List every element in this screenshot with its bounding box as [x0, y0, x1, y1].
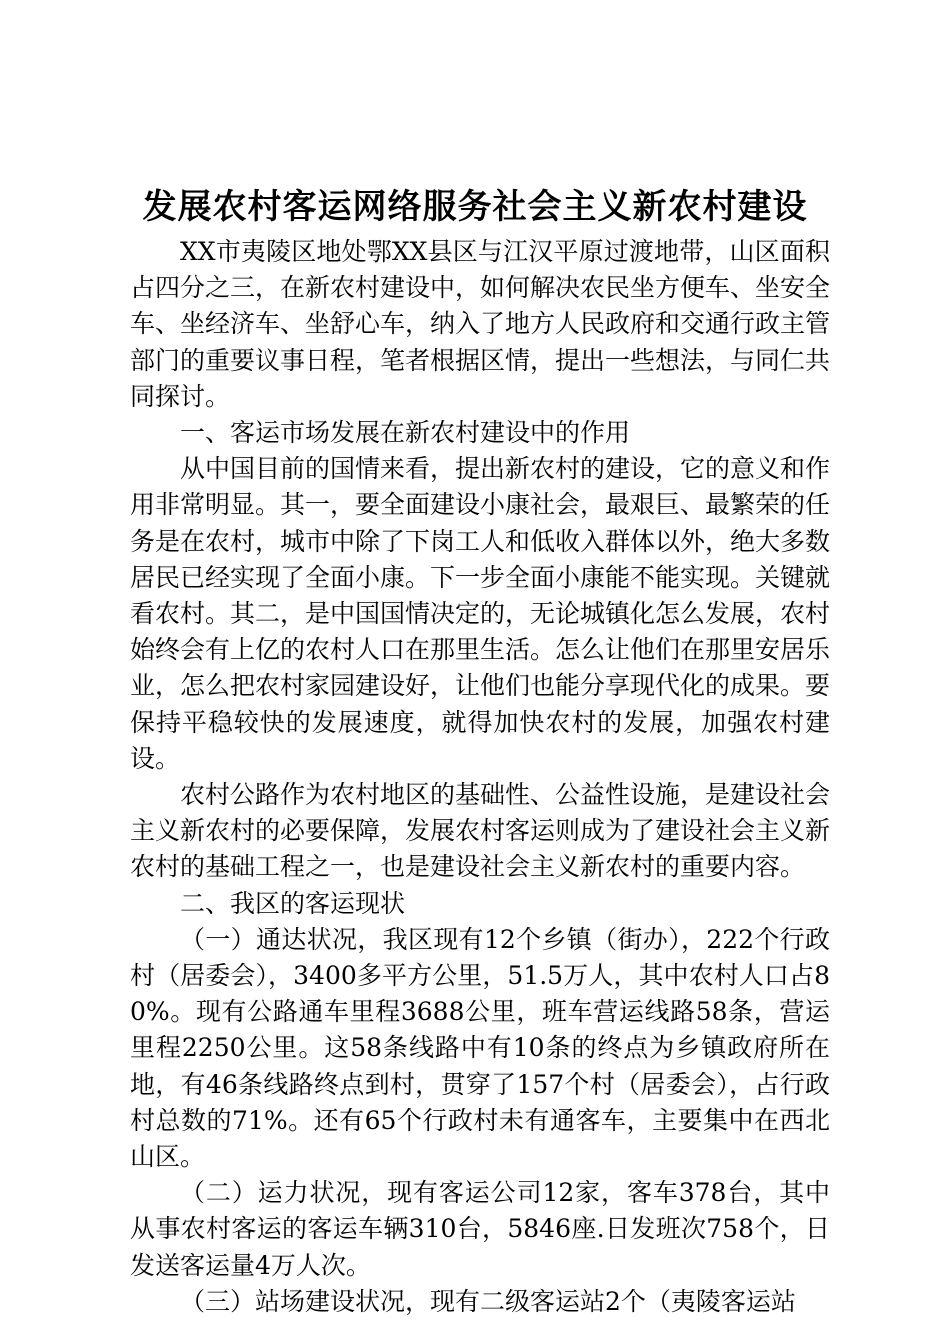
paragraph-stations: （三）站场建设状况，现有二级客运站2个（夷陵客运站 [180, 1286, 796, 1316]
paragraph-capacity: （二）运力状况，现有客运公司12家，客车378台，其中从事农村客运的客运车辆310台，5846座.日发班次758个，日发送客运量4万人次。 [130, 1178, 830, 1280]
paragraph-accessibility: （一）通达状况，我区现有12个乡镇（街办），222个行政村（居委会），3400多平方公里，51.5万人，其中农村人口占80%。现有公路通车里程3688公里，班车营运线路58条，营运里程2250公里。这58条线路中有10条的终点为乡镇政府所在地，有46条线路终点到村，贯穿了157个村（居委会），占行政村总数的71%。还有65个行政村未有通客车，主要集中在西北山区。 [130, 924, 830, 1172]
document-title: 发展农村客运网络服务社会主义新农村建设 [142, 187, 808, 227]
paragraph-national-context: 从中国目前的国情来看，提出新农村的建设，它的意义和作用非常明显。其一，要全面建设小康社会，最艰巨、最繁荣的任务是在农村，城市中除了下岗工人和低收入群体以外，绝大多数居民已经实现了全面小康。下一步全面小康能不能实现。关键就看农村。其二，是中国国情决定的，无论城镇化怎么发展，农村始终会有上亿的农村人口在那里生活。怎么让他们在那里安居乐业，怎么把农村家园建设好，让他们也能分享现代化的成果。要保持平稳较快的发展速度，就得加快农村的发展，加强农村建设。 [130, 454, 831, 773]
section-heading-1: 一、客运市场发展在新农村建设中的作用 [180, 418, 631, 448]
paragraph-intro: XX市夷陵区地处鄂XX县区与江汉平原过渡地带，山区面积占四分之三，在新农村建设中，如何解决农民坐方便车、坐安全车、坐经济车、坐舒心车，纳入了地方人民政府和交通行政主管部门的重要议事日程，笔者根据区情，提出一些想法，与同仁共同探讨。 [130, 237, 831, 411]
section-heading-2: 二、我区的客运现状 [180, 888, 406, 918]
paragraph-rural-roads: 农村公路作为农村地区的基础性、公益性设施，是建设社会主义新农村的必要保障，发展农村客运则成为了建设社会主义新农村的基础工程之一，也是建设社会主义新农村的重要内容。 [130, 780, 831, 882]
document-body [130, 234, 830, 1320]
